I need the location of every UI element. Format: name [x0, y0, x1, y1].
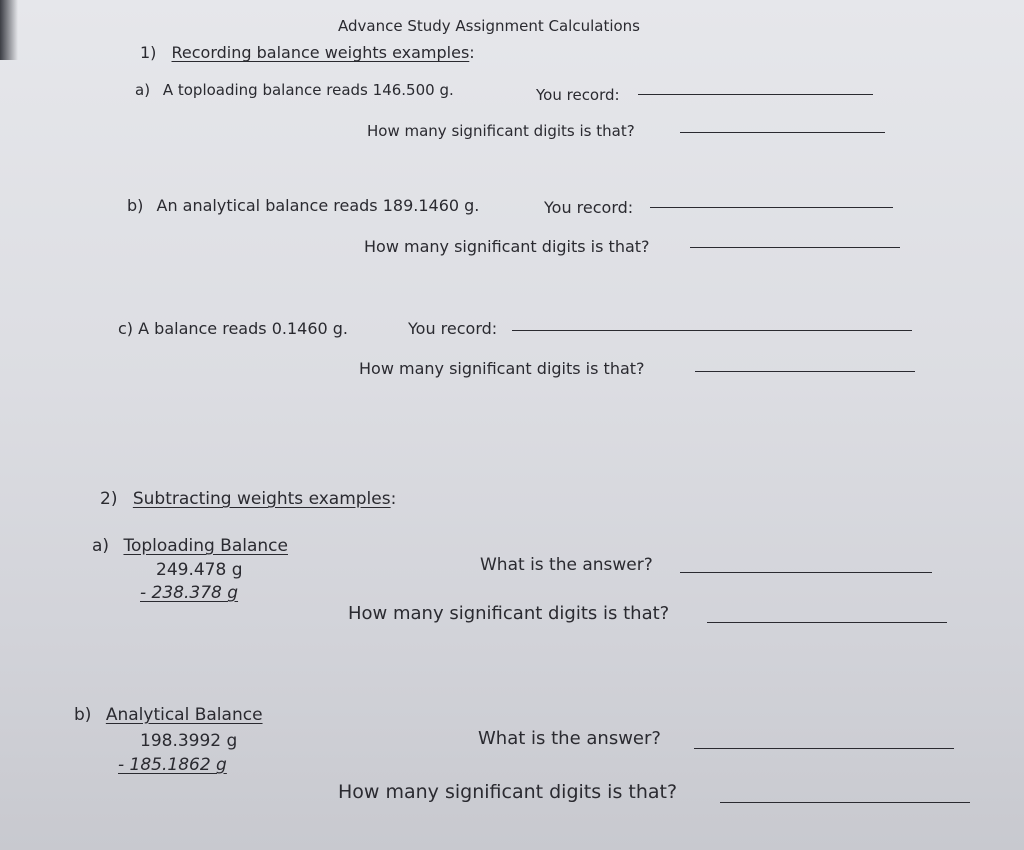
- question-2b-sig-label: How many significant digits is that?: [338, 781, 678, 803]
- question-2b-value-2: - 185.1862 g: [118, 755, 227, 775]
- question-2a-value-1: 249.478 g: [156, 560, 243, 580]
- question-1a-text: A toploading balance reads 146.500 g.: [162, 81, 454, 99]
- question-1c-sig-blank[interactable]: [695, 371, 915, 372]
- question-1c-sig-label: How many significant digits is that?: [359, 359, 645, 378]
- question-2a-header: [92, 538, 288, 555]
- section-1-number: 1): [140, 43, 157, 62]
- question-1a-record-blank[interactable]: [638, 94, 873, 95]
- question-2b-sig-blank[interactable]: [720, 802, 970, 803]
- question-1c-text: c) A balance reads 0.1460 g.: [118, 319, 348, 338]
- section-1-heading: Recording balance weights examples: [171, 43, 470, 62]
- question-2a-value-2: - 238.378 g: [140, 583, 239, 603]
- question-1a-record-label: You record:: [536, 86, 620, 104]
- question-2a-sig-label: How many significant digits is that?: [348, 603, 670, 624]
- question-1a-sig-label: How many significant digits is that?: [367, 122, 635, 140]
- question-1b-text: An analytical balance reads 189.1460 g.: [156, 196, 480, 215]
- question-1a-letter: a): [135, 81, 151, 99]
- question-2b-title: Analytical Balance: [105, 705, 263, 725]
- question-2a-letter: a): [92, 536, 110, 556]
- section-2-header: [100, 491, 396, 508]
- question-1b-letter: b): [127, 196, 144, 215]
- question-1c-record-blank[interactable]: [512, 330, 912, 331]
- question-1b-prompt: [127, 198, 479, 214]
- question-2b-letter: b): [74, 705, 92, 725]
- question-1a-sig-blank[interactable]: [680, 132, 885, 133]
- question-2a-answer-label: What is the answer?: [480, 555, 653, 575]
- question-1b-record-label: You record:: [544, 198, 634, 217]
- question-2b-answer-label: What is the answer?: [478, 728, 661, 749]
- question-1c-record-label: You record:: [408, 319, 498, 338]
- question-2a-title: Toploading Balance: [123, 536, 288, 556]
- question-2a-answer-blank[interactable]: [680, 572, 932, 573]
- question-1b-sig-blank[interactable]: [690, 247, 900, 248]
- section-2-number: 2): [100, 489, 118, 509]
- question-2a-sig-blank[interactable]: [707, 622, 947, 623]
- question-2b-answer-blank[interactable]: [694, 748, 954, 749]
- question-2b-header: [74, 707, 263, 724]
- question-1a-prompt: [135, 83, 454, 98]
- question-1b-sig-label: How many significant digits is that?: [364, 237, 650, 256]
- question-1b-record-blank[interactable]: [650, 207, 893, 208]
- section-1-header: [140, 45, 475, 61]
- section-1-heading-colon: :: [469, 43, 475, 62]
- page-corner-shadow: [0, 0, 18, 60]
- section-2-heading: Subtracting weights examples: [132, 489, 391, 509]
- section-2-heading-colon: :: [390, 489, 397, 509]
- question-2b-value-1: 198.3992 g: [140, 731, 238, 751]
- page-title: Advance Study Assignment Calculations: [338, 17, 640, 35]
